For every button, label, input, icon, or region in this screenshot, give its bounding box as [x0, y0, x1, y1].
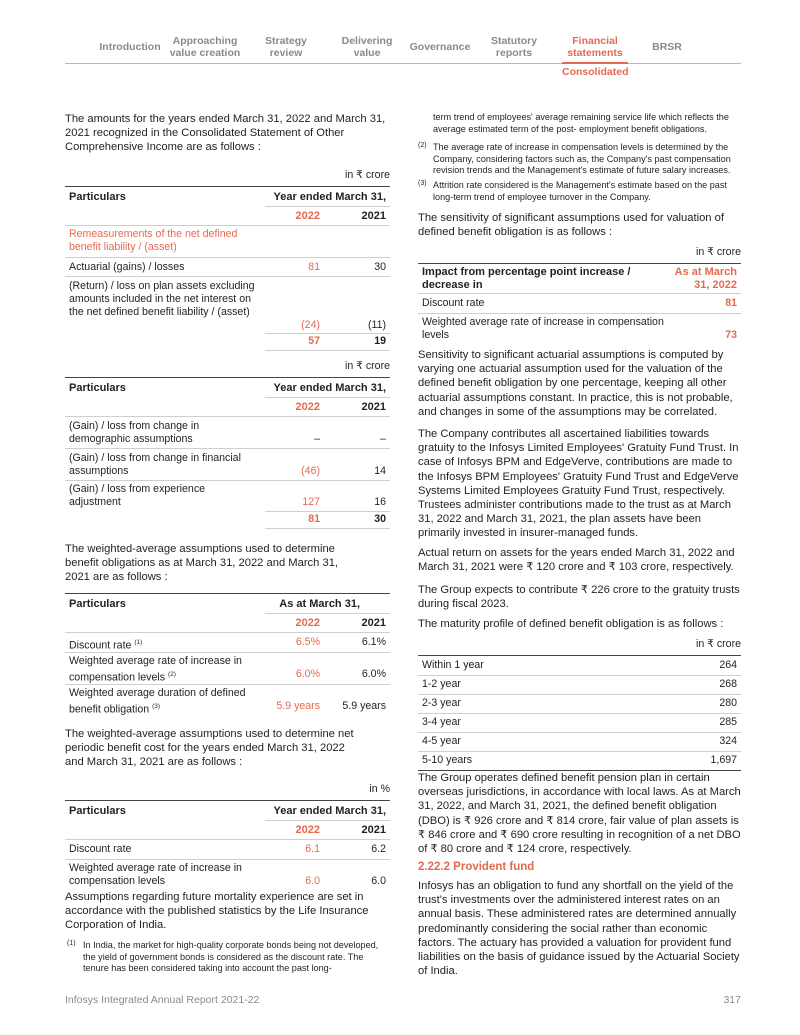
subhead-remeasurements: Remeasurements of the net defined benefit liability / (asset): [69, 228, 238, 254]
col-2022: 2022: [295, 401, 320, 413]
header-rule: [265, 397, 390, 398]
benefit-obligation-assumptions-table: [65, 592, 390, 722]
col-header-year: As at March 31,: [279, 598, 360, 610]
col-2021: 2021: [361, 401, 386, 413]
row-value-2022: 6.0: [305, 875, 320, 887]
row-rule: [65, 257, 390, 258]
sensitivity-intro: The sensitivity of significant assumptions used for valuation of defined benefit obligation is as follows :: [418, 212, 724, 239]
table-unit: in ₹ crore: [344, 360, 390, 372]
nav-governance[interactable]: Governance: [409, 40, 471, 53]
total-2022: 57: [308, 335, 320, 347]
nav-introduction[interactable]: Introduction: [99, 40, 161, 53]
header-rule: [265, 613, 390, 614]
row-rule: [65, 652, 390, 653]
row-label: 4-5 year: [422, 735, 461, 747]
col-2022: 2022: [295, 824, 320, 836]
row-label: (Gain) / loss from change in demographic assumptions: [69, 420, 200, 446]
row-rule: [65, 276, 390, 277]
row-value-2021: 6.0%: [361, 668, 386, 680]
total-bottom-rule: [265, 350, 390, 351]
row-value-2022: (46): [301, 465, 320, 477]
gratuity-trust-paragraph: The Company contributes all ascertained liabilities towards gratuity to the Infosys Limited Employees' Gratuity Fund Trust. In case of Infosys BPM and EdgeVerve, contributions are made to the Infosys BPM Employees' Gratuity Fund Trust and EdgeVerve Systems Limited Employees Gratuity Fund Trust, respectively. Trustees administer contributions made to the trust as at March 31, 2022 and March 31, 2021, the plan assets have been primarily invested in insurer-managed funds.: [418, 428, 739, 540]
col-2021: 2021: [361, 617, 386, 629]
footer-report-title: Infosys Integrated Annual Report 2021-22: [65, 994, 260, 1006]
col-header-particulars: Particulars: [69, 191, 126, 203]
total-rule: [265, 511, 390, 512]
row-label: Weighted average rate of increase in compensation levels: [69, 862, 242, 888]
row-value-2022: 6.0%: [295, 668, 320, 680]
row-label: Within 1 year: [422, 659, 484, 671]
row-value: 73: [725, 329, 737, 341]
row-value-2022: 127: [302, 496, 320, 508]
pension-plan-paragraph: The Group operates defined benefit pension plan in certain overseas jurisdictions, in accordance with local laws. As at March 31, 2022, and March 31, 2021, the defined benefit obligation (DBO) is ₹ 926 crore and ₹ 814 crore, fair value of plan assets is ₹ 846 crore and ₹ 690 crore resulting in recognition of a net DBO of ₹ 80 crore and ₹ 124 crore, respectively.: [418, 772, 741, 856]
row-value-2021: (11): [367, 319, 386, 331]
table-top-rule: [65, 186, 390, 187]
col-header-particulars: Particulars: [69, 805, 126, 817]
subnav-consolidated[interactable]: Consolidated: [562, 66, 629, 78]
row-value-2022: 6.5%: [295, 636, 320, 648]
nav-divider: [65, 63, 741, 64]
row-rule: [418, 751, 741, 752]
row-rule: [65, 839, 390, 840]
table-top-rule: [65, 800, 390, 801]
row-rule: [418, 694, 741, 695]
nav-approaching-value-creation[interactable]: Approaching value creation: [169, 34, 241, 59]
provident-fund-paragraph: Infosys has an obligation to fund any shortfall on the yield of the trust's investments over the administered interest rates on an annual basis. These administered rates are determined annually predominantly considering the social rather than economic factors. The actuary has provided a valuation for provident fund liabilities on the basis of guidance issued by the Actuarial Society of India.: [418, 880, 740, 978]
nav-statutory-reports[interactable]: Statutory reports: [490, 34, 538, 59]
nav-delivering-value[interactable]: Delivering value: [341, 34, 393, 59]
col-header-impact: Impact from percentage point increase / decrease in: [422, 266, 631, 292]
nav-financial-statements[interactable]: Financial statements: [567, 34, 623, 59]
total-2022: 81: [308, 513, 320, 525]
row-rule: [65, 225, 390, 226]
top-navigation: [65, 30, 741, 63]
maturity-profile-table: [418, 638, 741, 768]
total-rule: [265, 333, 390, 334]
row-label: 5-10 years: [422, 754, 473, 766]
table-top-rule: [418, 655, 741, 656]
row-value: 81: [725, 297, 737, 309]
col-2022: 2022: [295, 210, 320, 222]
row-label: (Gain) / loss from experience adjustment: [69, 483, 206, 509]
col-2022: 2022: [295, 617, 320, 629]
oci-table: [65, 169, 390, 349]
row-value-2022: 81: [308, 261, 320, 273]
net-periodic-cost-paragraph: The weighted-average assumptions used to determine net periodic benefit cost for the years ended March 31, 2022 and March 31, 2021 are as follows :: [65, 728, 354, 769]
row-rule: [418, 713, 741, 714]
row-value: 280: [719, 697, 737, 709]
section-heading-provident-fund: 2.22.2 Provident fund: [418, 861, 535, 873]
row-rule: [65, 448, 390, 449]
footnote-1-continued: term trend of employees' average remaining service life which reflects the average estimated term of the post- employment benefit obligations.: [433, 112, 729, 134]
footnote-number: (3): [418, 180, 427, 187]
row-value-2021: 5.9 years: [342, 700, 386, 712]
row-value: 264: [719, 659, 737, 671]
row-label: 1-2 year: [422, 678, 461, 690]
table-unit: in %: [369, 783, 390, 795]
col-2021: 2021: [361, 824, 386, 836]
nav-active-indicator: [562, 62, 628, 64]
col-header-as-at: As at March 31, 2022: [674, 266, 737, 292]
total-2021: 30: [374, 513, 386, 525]
row-value-2021: 30: [374, 261, 386, 273]
col-header-particulars: Particulars: [69, 598, 126, 610]
row-rule: [65, 416, 390, 417]
row-label: 2-3 year: [422, 697, 461, 709]
row-value-2021: 16: [374, 496, 386, 508]
header-rule: [265, 206, 390, 207]
row-label: Actuarial (gains) / losses: [69, 261, 185, 273]
maturity-intro: The maturity profile of defined benefit obligation is as follows :: [418, 618, 724, 630]
row-value: 285: [719, 716, 737, 728]
total-bottom-rule: [265, 528, 390, 529]
row-value-2022: (24): [301, 319, 320, 331]
row-value-2022: –: [314, 433, 320, 445]
col-2021: 2021: [361, 210, 386, 222]
footnote-number: (2): [418, 142, 427, 149]
row-label: Discount rate $^{(1)}$: [69, 639, 143, 652]
row-label: Weighted average rate of increase in compensation levels $^{(2)}$: [69, 655, 242, 684]
total-2021: 19: [374, 335, 386, 347]
footnote-2: The average rate of increase in compensation levels is determined by the Company, considering factors such as, the Company's past compensation revision trends and the Management's estimate of future salary increases.: [433, 142, 731, 176]
row-label: (Gain) / loss from change in financial assumptions: [69, 452, 241, 478]
row-label: (Return) / loss on plan assets excluding amounts included in the net interest on the net defined benefit liability / (asset): [69, 280, 255, 319]
row-value: 268: [719, 678, 737, 690]
row-rule: [418, 675, 741, 676]
row-label: Discount rate: [422, 297, 485, 309]
sensitivity-paragraph: Sensitivity to significant actuarial assumptions is computed by varying one actuarial assumption used for the valuation of the defined benefit obligation by one percentage, keeping all other actuarial assumptions constant. In practice, this is not probable, and changes in some of the assumptions may be correlated.: [418, 349, 733, 418]
sensitivity-table: [418, 246, 741, 346]
row-label: Weighted average duration of defined benefit obligation $^{(3)}$: [69, 687, 246, 716]
table-unit: in ₹ crore: [695, 638, 741, 650]
row-rule: [418, 732, 741, 733]
row-value-2021: –: [380, 433, 386, 445]
row-value-2022: 5.9 years: [276, 700, 320, 712]
row-label: Discount rate: [69, 843, 132, 855]
table-unit: in ₹ crore: [344, 169, 390, 181]
footnote-number: (1): [67, 940, 76, 947]
actual-return-paragraph: Actual return on assets for the years ended March 31, 2022 and March 31, 2021 were ₹ 120 crore and ₹ 103 crore, respectively.: [418, 547, 735, 574]
page-number: 317: [723, 994, 741, 1006]
table-top-rule: [65, 377, 390, 378]
row-value-2021: 6.0: [371, 875, 386, 887]
row-rule: [65, 684, 390, 685]
benefit-obligation-paragraph: The weighted-average assumptions used to determine benefit obligations as at March 31, 2022 and March 31, 2021 are as follows :: [65, 543, 339, 584]
row-value: 324: [719, 735, 737, 747]
col-header-year: Year ended March 31,: [273, 805, 386, 817]
table-top-rule: [418, 263, 741, 264]
header-rule: [265, 820, 390, 821]
row-label: 3-4 year: [422, 716, 461, 728]
col-header-year: Year ended March 31,: [273, 382, 386, 394]
row-label: Weighted average rate of increase in compensation levels: [422, 316, 664, 342]
row-value-2021: 6.1%: [361, 636, 386, 648]
oci-breakdown-table: [65, 360, 390, 530]
nav-brsr[interactable]: BRSR: [652, 40, 682, 53]
row-value-2021: 6.2: [371, 843, 386, 855]
table-unit: in ₹ crore: [695, 246, 741, 258]
row-rule: [418, 293, 741, 294]
row-rule: [65, 480, 390, 481]
footnote-1: In India, the market for high-quality corporate bonds being not developed, the yield of government bonds is considered as the discount rate. The tenure has been considered taking into account the past long-: [83, 940, 379, 974]
expected-contribution-paragraph: The Group expects to contribute ₹ 226 crore to the gratuity trusts during fiscal 2023.: [418, 584, 740, 611]
row-rule: [418, 313, 741, 314]
footnote-3: Attrition rate considered is the Management's estimate based on the past long-term trend of employee turnover in the Company.: [433, 180, 727, 202]
col-header-particulars: Particulars: [69, 382, 126, 394]
nav-strategy-review[interactable]: Strategy review: [264, 34, 307, 59]
row-rule: [65, 859, 390, 860]
table-top-rule: [65, 593, 390, 594]
intro-paragraph: The amounts for the years ended March 31, 2022 and March 31, 2021 recognized in the Consolidated Statement of Other Comprehensive Income are as follows :: [65, 113, 386, 154]
col-header-year: Year ended March 31,: [273, 191, 386, 203]
row-value: 1,697: [710, 754, 737, 766]
row-value-2022: 6.1: [305, 843, 320, 855]
mortality-paragraph: Assumptions regarding future mortality experience are set in accordance with the published statistics by the Life Insurance Corporation of India.: [65, 891, 369, 932]
row-rule: [65, 632, 390, 633]
row-value-2021: 14: [374, 465, 386, 477]
net-periodic-cost-table: [65, 783, 390, 893]
